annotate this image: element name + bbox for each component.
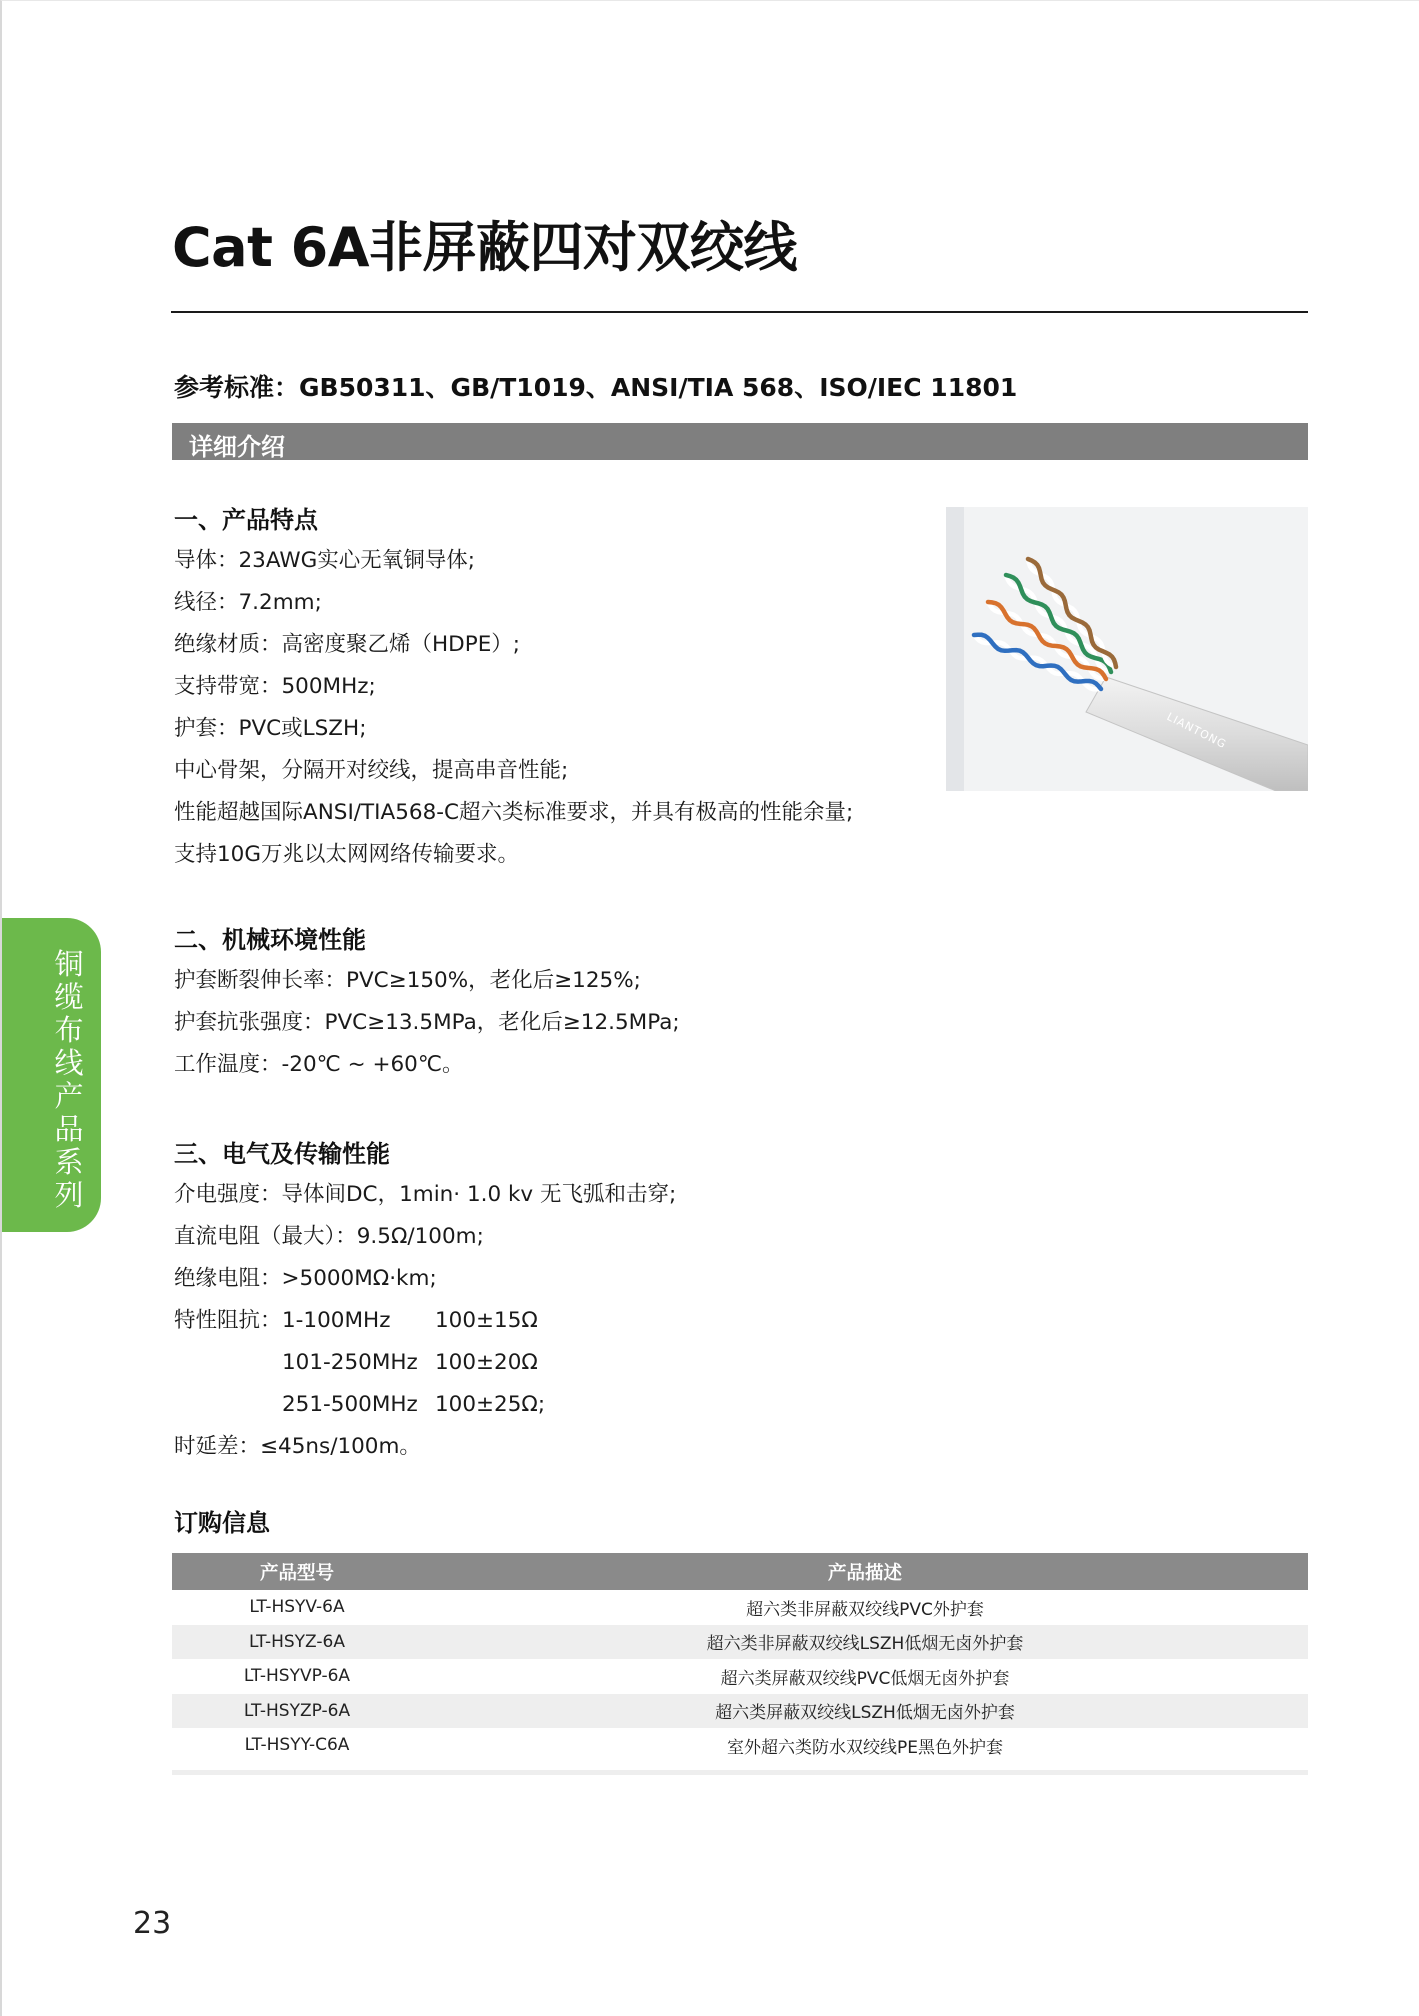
model-cell: LT-HSYZP-6A [172, 1694, 422, 1729]
electrical-line: 绝缘电阻：>5000MΩ·km; [174, 1266, 437, 1291]
model-cell: LT-HSYV-6A [249, 1597, 345, 1618]
description-cell: 超六类屏蔽双绞线LSZH低烟无卤外护套 [422, 1694, 1308, 1729]
model-cell: LT-HSYY-C6A [244, 1735, 350, 1756]
feature-line: 支持带宽：500MHz; [174, 674, 376, 699]
cable-illustration [946, 507, 1308, 791]
column-header-description: 产品描述 [422, 1553, 1308, 1590]
order-info-title: 订购信息 [174, 1509, 270, 1537]
mechanical-line: 工作温度：-20℃ ~ +60℃。 [174, 1052, 464, 1077]
title-rule [171, 311, 1308, 313]
product-series-tab [2, 918, 101, 1232]
features-section [174, 500, 853, 876]
table-row [172, 1659, 1308, 1694]
mechanical-line: 护套断裂伸长率：PVC≥150%，老化后≥125%; [174, 968, 641, 993]
cable-print-text: LIANTONG [1164, 710, 1229, 752]
electrical-section [174, 1134, 676, 1468]
table-row [172, 1728, 1308, 1763]
reference-standards: 参考标准：GB50311、GB/T1019、ANSI/TIA 568、ISO/IEC 11801 [174, 373, 1018, 402]
feature-line: 线径：7.2mm; [174, 590, 322, 615]
order-table [172, 1553, 1308, 1763]
table-row [172, 1590, 1308, 1625]
electrical-heading: 三、电气及传输性能 [174, 1140, 390, 1168]
column-header-model: 产品型号 [172, 1553, 422, 1590]
impedance-frequency: 1-100MHz [282, 1308, 391, 1333]
mechanical-section [174, 920, 680, 1086]
impedance-value: 100±20Ω [435, 1350, 538, 1375]
feature-line: 绝缘材质：高密度聚乙烯（HDPE）; [174, 632, 521, 657]
table-row [172, 1625, 1308, 1660]
section-bar [172, 423, 1308, 460]
impedance-value: 100±15Ω [435, 1308, 538, 1333]
table-bottom-band [172, 1770, 1308, 1775]
features-heading: 一、产品特点 [174, 506, 318, 534]
impedance-row [174, 1300, 676, 1342]
cable-photo [946, 507, 1308, 791]
mechanical-line: 护套抗张强度：PVC≥13.5MPa，老化后≥12.5MPa; [174, 1010, 680, 1035]
electrical-line: 介电强度：导体间DC，1min· 1.0 kv 无飞弧和击穿; [174, 1182, 677, 1207]
impedance-value: 100±25Ω; [435, 1392, 546, 1417]
description-cell: 超六类非屏蔽双绞线PVC外护套 [746, 1599, 984, 1620]
feature-line: 中心骨架，分隔开对绞线，提高串音性能; [174, 758, 569, 783]
model-cell: LT-HSYZ-6A [172, 1625, 422, 1660]
page-number: 23 [133, 1906, 172, 1941]
page-title: Cat 6A非屏蔽四对双绞线 [172, 216, 798, 279]
description-cell: 超六类非屏蔽双绞线LSZH低烟无卤外护套 [422, 1625, 1308, 1660]
product-series-label: 铜缆布线产品系列 [54, 947, 84, 1212]
feature-line: 导体：23AWG实心无氧铜导体; [174, 548, 476, 573]
feature-line: 性能超越国际ANSI/TIA568-C超六类标准要求，并具有极高的性能余量; [174, 800, 854, 825]
delay-skew-line: 时延差：≤45ns/100m。 [174, 1434, 421, 1459]
description-cell: 室外超六类防水双绞线PE黑色外护套 [727, 1737, 1003, 1758]
impedance-row [174, 1342, 676, 1384]
feature-line: 护套：PVC或LSZH; [174, 716, 367, 741]
impedance-label: 特性阻抗： [174, 1308, 282, 1333]
table-row [172, 1694, 1308, 1729]
mechanical-heading: 二、机械环境性能 [174, 926, 366, 954]
table-header-row [172, 1553, 1308, 1590]
model-cell: LT-HSYVP-6A [243, 1666, 351, 1687]
electrical-line: 直流电阻（最大）：9.5Ω/100m; [174, 1224, 484, 1249]
impedance-frequency: 251-500MHz [282, 1392, 418, 1417]
feature-line: 支持10G万兆以太网网络传输要求。 [174, 842, 520, 867]
impedance-frequency: 101-250MHz [282, 1350, 418, 1375]
section-bar-label: 详细介绍 [189, 433, 285, 461]
description-cell: 超六类屏蔽双绞线PVC低烟无卤外护套 [720, 1668, 1010, 1689]
impedance-row [174, 1384, 676, 1426]
